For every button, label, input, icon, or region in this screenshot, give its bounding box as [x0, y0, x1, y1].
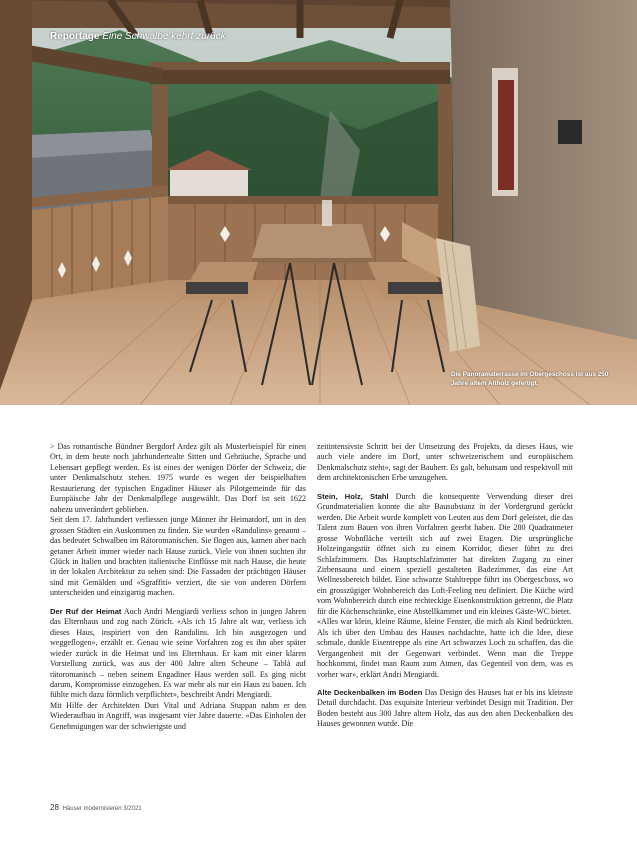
paragraph: Der Ruf der Heimat Auch Andri Mengiardi verliess schon in jungen Jahren das Elternhaus und zog nach Zürich. «Als ich 15 Jahre alt war, verliess ich dieses Haus, inspiriert von den Randulins. Ich bin ausgezogen und weggeflogen», erzählt er. Genau wie seine Vorfahren zog es ihn aber später wieder zurück in die Heimat und ins Elternhaus. Er kam mit einer klaren Vorstellung zurück, was aus der 400 Jahre alten Scheune – Tablà auf rätoromanisch – neben seinem Engadiner Haus werden soll. Es ging nicht darum, Kompromisse einzugehen. Es war mehr als nur ein Haus zu bauen. Ich fühlte mich dazu förmlich verpflichtet», beschreibt Andri Mengiardi.: [50, 606, 306, 700]
paragraph: Stein, Holz, Stahl Durch die konsequente Verwendung dieser drei Grundmaterialien konnte die alte Bausubstanz in der Vordergrund gerückt werden. Die Arbeit wurde komplett von Leuten aus dem Dorf geleistet, die das Talent zum Bauen von ihren Vorfahren geerbt haben. Die 280 Quadratmeter grosse Wohnfläche verteilt sich auf zwei Etagen. Die ursprüngliche Holzeingangstür öffnet sich zu einem Korridor, dieser führt zu drei Schlafzimmern. Das Hauptschlafzimmer hat direkten Zugang zu einer Zirbensauna und einem speziell gestalteten Badezimmer, das eine Art Wellnessbereich bildet. Eine schwarze Stahltreppe führt ins Obergeschoss, wo ein grosszügiger Wohnbereich das Loft-Feeling neu definiert. Die Küche wird vom Wohnbereich durch eine rechteckige Eisenkonstruktion getrennt, die Platz für die Küchenschränke, eine Abstellkammer und ein kleines Gäste-WC bietet.: [317, 491, 573, 616]
paragraph: Alte Deckenbalken im Boden Das Design des Hauses hat er bis ins kleinste Detail durchdacht. Das exquisite Interieur verbindet Design mit Tradition. Der Boden besteht aus 300 Jahre altem Holz, das aus den alten Deckenbalken des Hauses gewonnen wurde. Die: [317, 687, 573, 729]
terrace-photo-illustration: [0, 0, 637, 405]
hero-photo: [0, 0, 637, 405]
subheading: Der Ruf der Heimat: [50, 606, 122, 616]
article-column-left: [50, 442, 306, 732]
article-title: Eine Schwalbe kehrt zurück: [102, 31, 226, 42]
subheading: Stein, Holz, Stahl: [317, 491, 389, 501]
article-column-right: [317, 442, 573, 730]
section-label: Reportage: [50, 31, 100, 42]
section-header: [50, 31, 226, 42]
subheading: Alte Deckenbalken im Boden: [317, 687, 423, 697]
paragraph: «Alles war klein, kleine Räume, kleine Fenster, die mich als Kind bedrückten. Als ich über den Umbau des Hauses nachdachte, hatte ich die Idee, diese schmale, dunkle Eisentreppe als eine Art schwarzes Loch zu schaffen, das die Vergangenheit mit der Gegenwart verbindet. Wenn man die Treppe hochkommt, findet man Raum zum Atmen, das Gegenteil von dem, was es vorher war», erklärt Andri Mengiardi.: [317, 617, 573, 679]
paragraph: Mit Hilfe der Architekten Duri Vital und Adriana Stuppan nahm er den Wiederaufbau in Angriff, was insgesamt vier Jahre dauerte. «Das Einholen der Genehmigungen war der schwierigste und: [50, 700, 306, 731]
paragraph: Seit dem 17. Jahrhundert verliessen junge Männer ihr Heimatdorf, um in den grossen Städten ein Auskommen zu finden. Sie wurden «Randulins» genannt – das bedeutet Schwalben im Rätoromanischen. Sie flogen aus, kamen aber nach getaner Arbeit immer wieder nach Hause zurück. Viele von ihnen suchten ihr Glück in Italien und brachten italienische Einflüsse mit nach Hause, die heute in der lokalen Architektur zu sehen sind: Die Fassaden der prächtigen Häuser sind mit Gemälden und «Sgraffiti» verziert, die sie von anderen Dörfern unterscheiden und einzigartig machen.: [50, 515, 306, 598]
publication-name: Häuser modernisieren 3/2021: [62, 806, 142, 812]
paragraph: zeitintensivste Schritt bei der Umsetzung des Projekts, da dieses Haus, wie auch viele andere im Dorf, unter schweizerischem und europäischem Denkmalschutz steht», sagt der Bauherr. Es galt, behutsam und respektvoll mit dem architektonischen Erbe umzugehen.: [317, 442, 573, 483]
photo-caption: Die Panoramaterrasse im Obergeschoss ist aus 250 Jahre altem Altholz gefertigt.: [451, 371, 609, 387]
page-number: 28: [50, 803, 59, 812]
page-footer: [50, 803, 142, 812]
paragraph: > Das romantische Bündner Bergdorf Ardez gilt als Musterbeispiel für einen Ort, in dem heute noch jahrhundertealte Sitten und Gebräuche, Sprache und Lebensart gepflegt werden. Es ist eines der wenigen Dörfer der Schweiz, die unter Denkmalschutz stehen. 1975 wurde es wegen der beispielhaften Restaurierung der typischen Engadiner Häuser als Pilotgemeinde für das Europäische Jahr der Denkmalpflege ausgewählt. Das Dorf ist seit 1622 nahezu unverändert geblieben.: [50, 442, 306, 514]
